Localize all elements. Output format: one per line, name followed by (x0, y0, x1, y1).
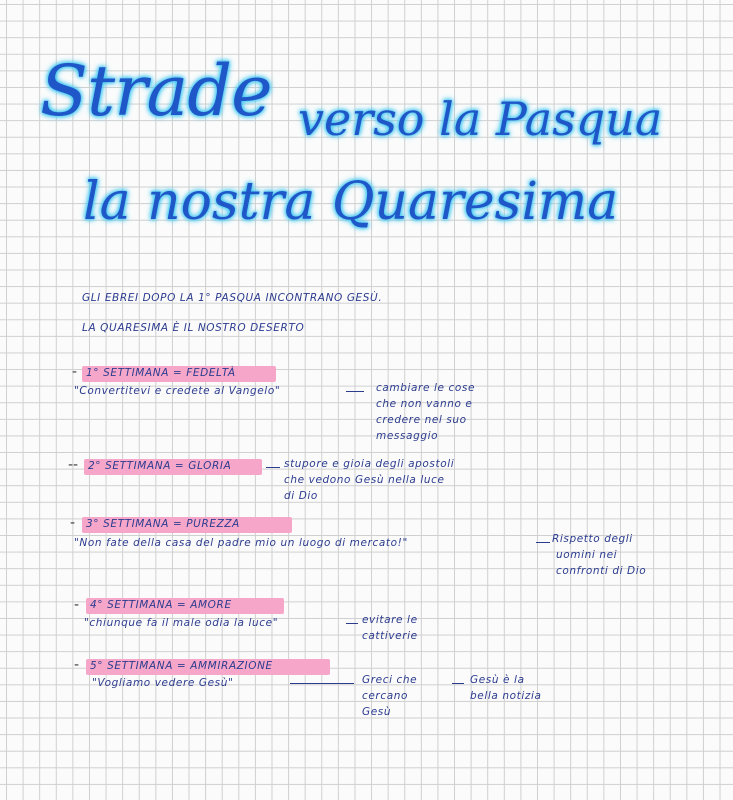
arrow (346, 623, 358, 624)
week-3-note-3: confronti di Dio (556, 565, 647, 577)
week-3-note-2: uomini nei (556, 549, 618, 561)
week-1-heading: 1° SETTIMANA = FEDELTÀ (86, 367, 236, 379)
arrow (452, 683, 464, 684)
arrow (346, 391, 364, 392)
title-strade: Strade (40, 50, 272, 132)
bullet-dash: - (74, 597, 80, 613)
arrow (290, 683, 354, 684)
bullet-dash: - (74, 657, 80, 673)
bullet-dash: - (72, 364, 78, 380)
title-nostra-quaresima: la nostra Quaresima (83, 172, 619, 232)
arrow (266, 467, 280, 468)
week-5-note-1: Greci che (362, 674, 418, 686)
week-2-note-1: stupore e gioia degli apostoli (284, 458, 455, 470)
week-5-quote: "Vogliamo vedere Gesù" (92, 677, 234, 689)
week-4-note-1: evitare le (362, 614, 418, 626)
week-1-note-4: messaggio (376, 430, 439, 442)
bullet-dash: - (70, 515, 76, 531)
week-5-note2-2: bella notizia (470, 690, 542, 702)
week-5-note-3: Gesù (362, 706, 392, 718)
week-1-note-2: che non vanno e (376, 398, 473, 410)
arrow (536, 542, 550, 543)
week-4-quote: "chiunque fa il male odia la luce" (84, 617, 279, 629)
week-3-heading: 3° SETTIMANA = PUREZZA (86, 518, 240, 530)
week-3-quote: "Non fate della casa del padre mio un luogo di mercato!" (74, 537, 408, 549)
week-2-note-2: che vedono Gesù nella luce (284, 474, 445, 486)
week-4-note-2: cattiverie (362, 630, 418, 642)
week-1-note-3: credere nel suo (376, 414, 467, 426)
week-5-note2-1: Gesù è la (470, 674, 525, 686)
week-1-quote: "Convertitevi e credete al Vangelo" (74, 385, 281, 397)
week-3-note-1: Rispetto degli (552, 533, 633, 545)
title-verso-la-pasqua: verso la Pasqua (298, 92, 663, 146)
intro-line-2: LA QUARESIMA È IL NOSTRO DESERTO (82, 322, 305, 334)
week-2-note-3: di Dio (284, 490, 318, 502)
week-2-heading: 2° SETTIMANA = GLORIA (88, 460, 232, 472)
week-1-note-1: cambiare le cose (376, 382, 476, 394)
bullet-dash: -- (68, 457, 79, 473)
week-5-note-2: cercano (362, 690, 409, 702)
week-5-heading: 5° SETTIMANA = AMMIRAZIONE (90, 660, 273, 672)
week-4-heading: 4° SETTIMANA = AMORE (90, 599, 232, 611)
intro-line-1: GLI EBREI DOPO LA 1° PASQUA INCONTRANO GESÙ. (82, 292, 383, 304)
